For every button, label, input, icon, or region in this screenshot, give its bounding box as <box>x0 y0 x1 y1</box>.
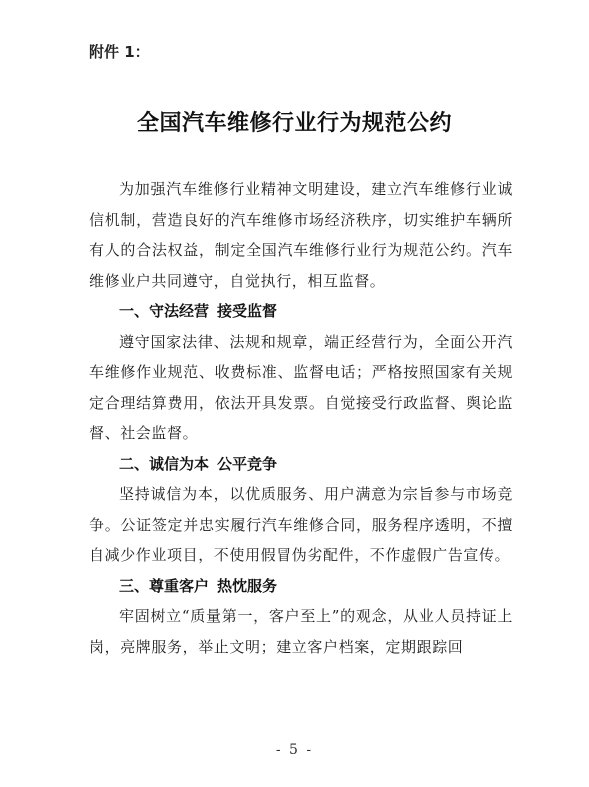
section-heading-1-part-a: 一、守法经营 <box>119 302 210 320</box>
intro-paragraph: 为加强汽车维修行业精神文明建设，建立汽车维修行业诚信机制，营造良好的汽车维修市场经济秩序，切实维护车辆所有人的合法权益，制定全国汽车维修行业行为规范公约。汽车维修业户共同遵守，自觉执行，相互监督。 <box>89 180 513 290</box>
page-number: - 5 - <box>275 742 314 758</box>
section-heading-1 <box>89 296 513 327</box>
section-paragraph-2: 坚持诚信为本，以优质服务、用户满意为宗旨参与市场竞争。公证签定并忠实履行汽车维修合同，服务程序透明，不擅自减少作业项目，不使用假冒伪劣配件，不作虚假广告宣传。 <box>89 485 513 564</box>
section-heading-2-part-b: 公平竞争 <box>217 454 278 473</box>
section-heading-3-part-b: 热忱服务 <box>217 576 278 595</box>
section-heading-2-part-a: 二、诚信为本 <box>119 454 210 473</box>
section-heading-1-part-b: 接受监督 <box>217 302 278 320</box>
document-title: 全国汽车维修行业行为规范公约 <box>136 111 452 136</box>
document-body <box>89 174 513 662</box>
attachment-label: 附件 1： <box>89 43 150 61</box>
section-paragraph-3: 牢固树立“质量第一，客户至上”的观念，从业人员持证上岗，亮牌服务，举止文明；建立客户档案，定期跟踪回 <box>89 607 513 656</box>
section-heading-3 <box>89 571 513 602</box>
section-heading-2 <box>89 449 513 480</box>
section-paragraph-1: 遵守国家法律、法规和规章，端正经营行为，全面公开汽车维修作业规范、收费标准、监督电话；严格按照国家有关规定合理结算费用，依法开具发票。自觉接受行政监督、舆论监督、社会监督。 <box>89 332 513 442</box>
section-heading-3-part-a: 三、尊重客户 <box>119 576 210 595</box>
